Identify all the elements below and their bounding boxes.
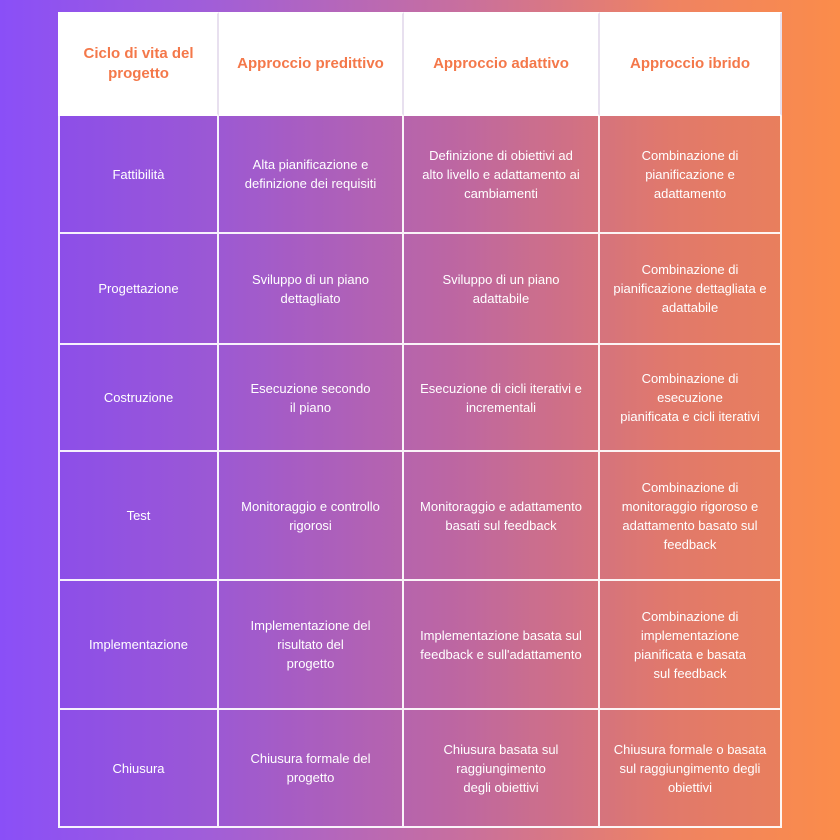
row-phase-fattibilita: Fattibilità: [58, 116, 219, 234]
cell-predictive-progettazione: Sviluppo di un piano dettagliato: [219, 234, 404, 345]
cell-predictive-implementazione: Implementazione del risultato del progetto: [219, 581, 404, 710]
cell-hybrid-implementazione: Combinazione di implementazione pianificata e basata sul feedback: [600, 581, 782, 710]
row-phase-costruzione: Costruzione: [58, 345, 219, 452]
cell-adaptive-fattibilita: Definizione di obiettivi ad alto livello e adattamento ai cambiamenti: [404, 116, 600, 234]
cell-adaptive-progettazione: Sviluppo di un piano adattabile: [404, 234, 600, 345]
header-adaptive: Approccio adattivo: [404, 12, 600, 116]
cell-predictive-test: Monitoraggio e controllo rigorosi: [219, 452, 404, 581]
cell-adaptive-test: Monitoraggio e adattamento basati sul feedback: [404, 452, 600, 581]
row-phase-implementazione: Implementazione: [58, 581, 219, 710]
header-predictive: Approccio predittivo: [219, 12, 404, 116]
cell-adaptive-chiusura: Chiusura basata sul raggiungimento degli obiettivi: [404, 710, 600, 828]
cell-predictive-costruzione: Esecuzione secondo il piano: [219, 345, 404, 452]
comparison-table: [58, 12, 782, 828]
header-lifecycle: Ciclo di vita del progetto: [58, 12, 219, 116]
cell-hybrid-test: Combinazione di monitoraggio rigoroso e adattamento basato sul feedback: [600, 452, 782, 581]
cell-hybrid-progettazione: Combinazione di pianificazione dettagliata e adattabile: [600, 234, 782, 345]
row-phase-test: Test: [58, 452, 219, 581]
cell-predictive-fattibilita: Alta pianificazione e definizione dei requisiti: [219, 116, 404, 234]
header-hybrid: Approccio ibrido: [600, 12, 782, 116]
row-phase-progettazione: Progettazione: [58, 234, 219, 345]
cell-hybrid-chiusura: Chiusura formale o basata sul raggiungimento degli obiettivi: [600, 710, 782, 828]
cell-hybrid-fattibilita: Combinazione di pianificazione e adattamento: [600, 116, 782, 234]
cell-predictive-chiusura: Chiusura formale del progetto: [219, 710, 404, 828]
row-phase-chiusura: Chiusura: [58, 710, 219, 828]
cell-adaptive-implementazione: Implementazione basata sul feedback e sull'adattamento: [404, 581, 600, 710]
cell-adaptive-costruzione: Esecuzione di cicli iterativi e incrementali: [404, 345, 600, 452]
cell-hybrid-costruzione: Combinazione di esecuzione pianificata e cicli iterativi: [600, 345, 782, 452]
